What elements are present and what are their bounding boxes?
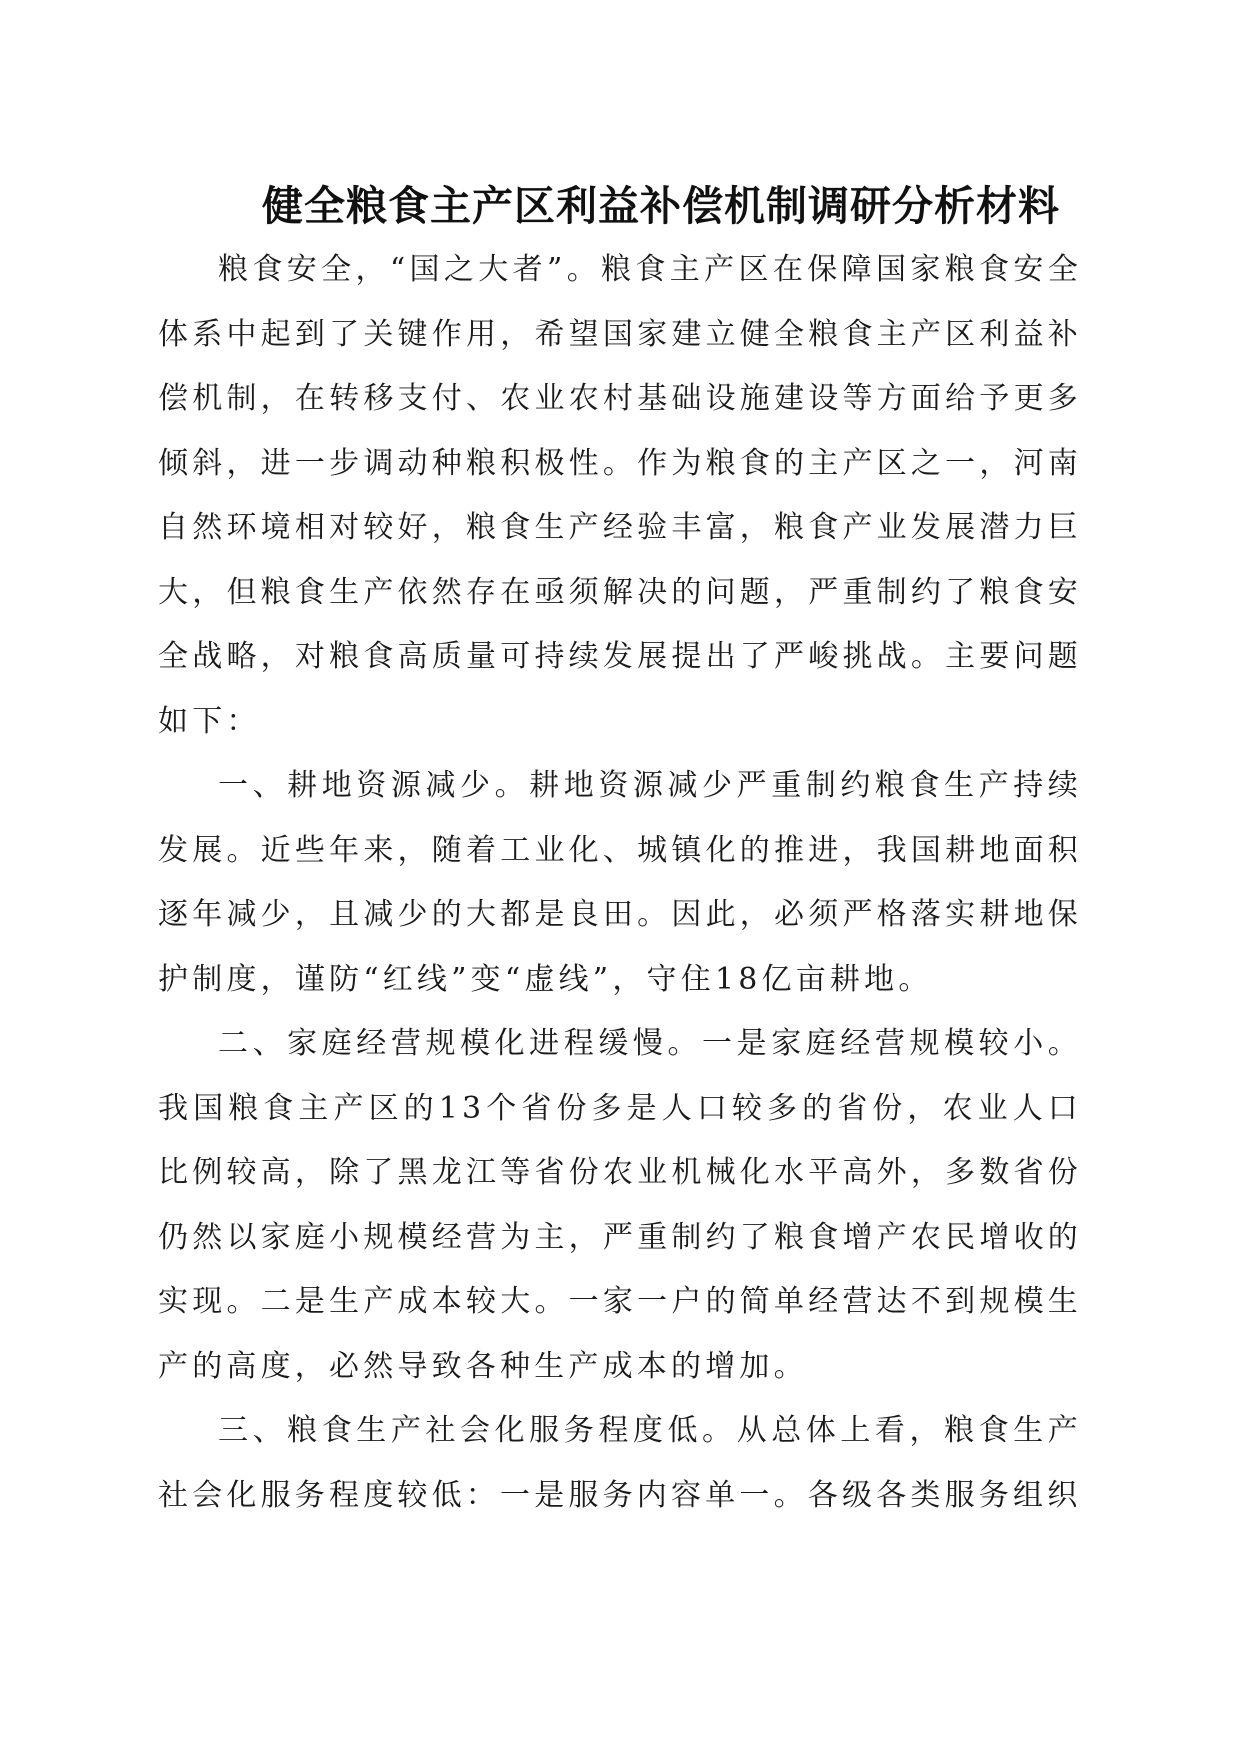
document-title: 健全粮食主产区利益补偿机制调研分析材料	[262, 182, 1060, 230]
document-body	[158, 178, 1082, 1528]
paragraph-section-3: 三、粮食生产社会化服务程度低。从总体上看，粮食生产社会化服务程度较低：一是服务内容单一。各级各类服务组织	[158, 1413, 1082, 1513]
paragraph-section-2: 二、家庭经营规模化进程缓慢。一是家庭经营规模较小。我国粮食主产区的13个省份多是人口较多的省份，农业人口比例较高，除了黑龙江等省份农业机械化水平高外，多数省份仍然以家庭小规模经营为主，严重制约了粮食增产农民增收的实现。二是生产成本较大。一家一户的简单经营达不到规模生产的高度，必然导致各种生产成本的增加。	[158, 1026, 1082, 1384]
paragraph-intro: 粮食安全，“国之大者”。粮食主产区在保障国家粮食安全体系中起到了关键作用，希望国家建立健全粮食主产区利益补偿机制，在转移支付、农业农村基础设施建设等方面给予更多倾斜，进一步调动种粮积极性。作为粮食的主产区之一，河南自然环境相对较好，粮食生产经验丰富，粮食产业发展潜力巨大，但粮食生产依然存在亟须解决的问题，严重制约了粮食安全战略，对粮食高质量可持续发展提出了严峻挑战。主要问题如下：	[158, 252, 1082, 739]
paragraph-section-1: 一、耕地资源减少。耕地资源减少严重制约粮食生产持续发展。近些年来，随着工业化、城镇化的推进，我国耕地面积逐年减少，且减少的大都是良田。因此，必须严格落实耕地保护制度，谨防“红线”变“虚线”，守住18亿亩耕地。	[158, 768, 1082, 997]
